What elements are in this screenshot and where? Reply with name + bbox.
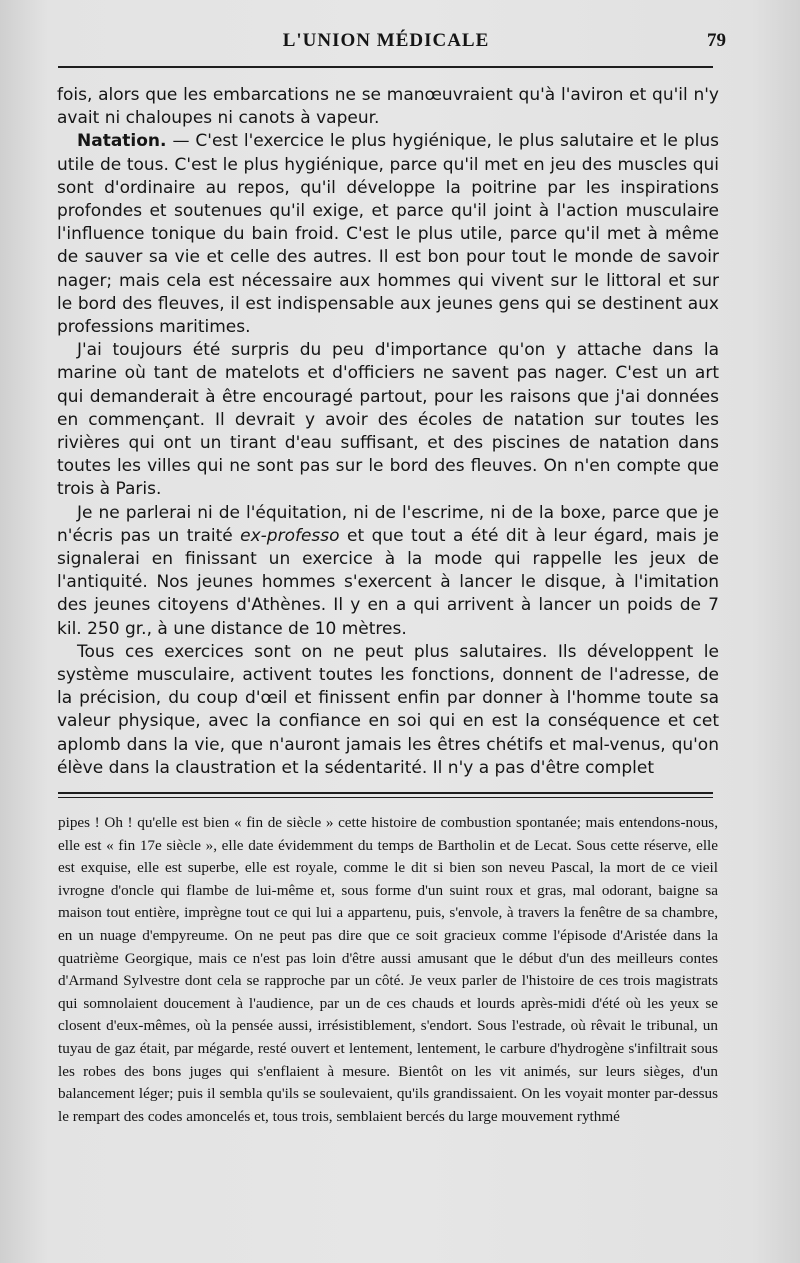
page-header: [60, 30, 726, 56]
section-lead: Natation.: [77, 131, 167, 152]
footnote: [58, 812, 718, 1128]
paragraph-benefits: Tous ces exercices sont on ne peut plus salutaires. Ils développent le système musculaire, activent toutes les fonctions, donnent de l'adresse, de la précision, du coup d'œil et finissent enfin par donner à l'homme toute sa valeur physique, avec la confiance en soi qui en est la conséquence et cet aplomb dans la vie, que n'auront jamais les êtres chétifs et mal-venus, qu'on élève dans la claustration et la sédentarité. Il n'y a pas d'être complet: [57, 641, 719, 778]
paragraph-exercises: [57, 502, 719, 641]
paragraph-continuation: fois, alors que les embarcations ne se manœuvraient qu'à l'aviron et qu'il n'y avait ni chaloupes ni canots à vapeur.: [57, 85, 719, 129]
paragraph-text: — C'est l'exercice le plus hygiénique, le plus salutaire et le plus utile de tous. C'est le plus hygiénique, parce qu'il met en jeu des muscles qui sont d'ordinaire au repos, qu'il développe la poitrine par les inspirations profondes et soutenues qu'il exige, et parce qu'il joint à l'action musculaire l'influence tonique du bain froid. C'est le plus utile, parce qu'il met à même de sauver sa vie et celle des autres. Il est bon pour tout le monde de savoir nager; mais cela est nécessaire aux hommes qui vivent sur le littoral et sur le bord des fleuves, il est indispensable aux jeunes gens qui se destinent aux professions maritimes.: [57, 131, 719, 338]
paragraph-text: et que tout a été dit à leur égard, mais je signalerai en finissant un exercice à la mode qui rappelle les jeux de l'antiquité. Nos jeunes hommes s'exercent à lancer le disque, à l'imitation des jeunes citoyens d'Athènes. Il y en a qui arrivent à lancer un poids de 7 kil. 250 gr., à une distance de 10 mètres.: [57, 525, 719, 639]
main-text: [57, 84, 719, 780]
paragraph-natation: [57, 130, 719, 339]
footnote-separator: [58, 792, 713, 798]
running-title: L'UNION MÉDICALE: [282, 30, 490, 51]
paragraph-marine: J'ai toujours été surpris du peu d'importance qu'on y attache dans la marine où tant de matelots et d'officiers ne savent pas nager. C'est un art qui demanderait à être encouragé partout, pour les raisons que j'ai données en commençant. Il devrait y avoir des écoles de natation sur toutes les rivières qui ont un tirant d'eau suffisant, et des piscines de natation dans toutes les villes qui ne sont pas sur le bord des fleuves. On n'en compte que trois à Paris.: [57, 340, 719, 500]
footnote-text: pipes ! Oh ! qu'elle est bien « fin de siècle » cette histoire de combustion spontanée; mais entendons-nous, elle est « fin 17e siècle », elle date évidemment du temps de Bartholin et de Lecat. Sous cette réserve, elle est exquise, elle est superbe, elle est royale, comme le dit si bien son neveu Pascal, la mort de ce vieil ivrogne d'oncle qui flambe de lui-même et, sous forme d'un suint roux et gras, mal odorant, baigne sa maison tout entière, imprègne tout ce qui lui a appartenu, puis, s'envole, à travers la fenêtre de sa chambre, en un nuage d'empyreume. On ne peut pas dire que ce soit gracieux comme l'épisode d'Aristée dans la quatrième Georgique, mais ce n'est pas loin d'être aussi amusant que le début d'un des meilleurs contes d'Armand Sylvestre dont cela se rapproche par un côté. Je veux parler de l'histoire de ces trois magistrats qui somnolaient doucement à l'audience, par un de ces chauds et lourds après-midi d'été où les yeux se closent d'eux-mêmes, où la pensée aussi, irrésistiblement, s'endort. Sous l'estrade, où rêvait le tribunal, un tuyau de gaz était, par mégarde, resté ouvert et lentement, lentement, le carbure d'hydrogène s'infiltrait sous les robes des bons juges qui s'enflaient à mesure. Bientôt on les vit animés, sur leurs sièges, d'un balancement léger; puis il sembla qu'ils se soulevaient, qu'ils grandissaient. On les voyait monter par-dessus le rempart des codes amoncelés et, tous trois, semblaient bercés du large mouvement rythmé: [58, 814, 718, 1125]
header-rule: [58, 66, 713, 68]
page-number: 79: [707, 30, 726, 51]
paragraph-text: Je ne parlerai ni de l'équitation, ni de l'escrime, ni de la boxe, parce que je n'écris pas un traité: [57, 502, 719, 546]
italic-term: ex-professo: [240, 525, 340, 546]
